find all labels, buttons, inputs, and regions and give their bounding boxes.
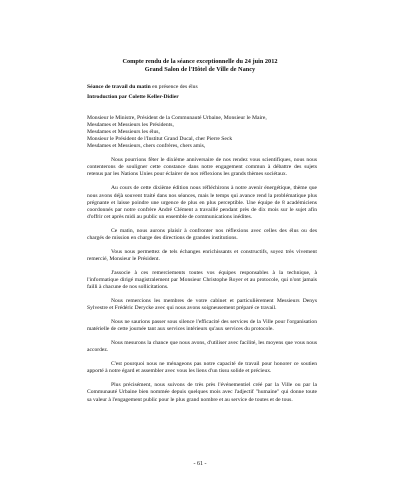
session-heading: [87, 84, 317, 91]
salutations-block: [87, 115, 317, 150]
paragraph: Nous ne saurions passer sous silence l'efficacité des services de la Ville pour l'organisation matérielle de cette journée tant aux services intérieurs qu'aux services du protocole.: [87, 319, 317, 333]
paragraph: Ce matin, nous aurons plaisir à confronter nos réflexions avec celles des élus ou des chargés de mission en charge des directions de grandes institutions.: [87, 227, 317, 241]
salutation-line: Monsieur le Ministre, Président de la Communauté Urbaine, Monsieur le Maire,: [87, 115, 267, 122]
salutation-line: Mesdames et Messieurs les Présidents,: [87, 122, 174, 129]
page-number: - 61 -: [193, 461, 207, 467]
paragraph: Nous mesurons la chance que nous avons, d'utiliser avec facilité, les moyens que vous nous accordez.: [87, 340, 317, 354]
paragraph: Au cours de cette dixième édition nous réfléchirons à notre avenir énergétique, thème que nous avons déjà souvent traité dans nos séances, mais le temps qui avance rend la problématique plus prégnante et laisse poindre une urgence de plus en plus perceptible. Une équipe de 8 académiciens coordonnés par notre confrère André Clément a travaillé pendant près de dix mois sur le sujet afin d'offrir cet après midi au public un ensemble de communications inédites.: [87, 185, 317, 220]
document-title: Compte rendu de la séance exceptionnelle du 24 juin 2012: [122, 58, 278, 65]
introduction-heading: Introduction par Colette Keller-Didier: [87, 94, 179, 101]
session-label-rest: en présence des élus: [150, 84, 198, 90]
salutation-line: Mesdames et Messieurs les élus,: [87, 129, 160, 136]
paragraph: J'associe à ces remerciements toutes vos équipes responsables à la technique, à l'informatique dirigé magistralement par Monsieur Christophe Royer et au protocole, qui n'ont jamais failli à chacune de nos sollicitations.: [87, 269, 317, 290]
salutation-line: Monsieur le Président de l'Institut Grand Ducal, cher Pierre Seck: [87, 136, 233, 143]
paragraph: Vous nous permettez de tels échanges enrichissants et constructifs, soyez très vivement remercié, Monsieur le Président.: [87, 248, 317, 262]
salutation-line: Mesdames et Messieurs, chers confrères, chers amis,: [87, 143, 206, 150]
paragraph: C'est pourquoi nous ne ménageons pas notre capacité de travail pour honorer ce soutien apporté à notre égard et assembler avec vous les liens d'un tissu solide et précieux.: [87, 361, 317, 375]
paragraph: Plus précisément, nous suivons de très près l'événementiel créé par la Ville ou par la Communauté Urbaine bien nommée depuis quelques mois avec l'adjectif "humaine" qui donne toute sa valeur à l'engagement public pour le plus grand nombre et au service de toutes et de tous.: [87, 382, 317, 403]
session-label-bold: Séance de travail du matin: [87, 84, 151, 90]
paragraph: Nous remercions les membres de votre cabinet et particulièrement Messieurs Denys Sylvestre et Frédéric Derycke avec qui nous avons soigneusement préparé ce travail.: [87, 298, 317, 312]
document-body: [87, 84, 317, 411]
paragraph: Nous pourrions fêter le dixième anniversaire de nos rendez vous scientifiques, nous nous contenterons de souligner cette constance dans notre engagement commun à débattre des sujets retenus par les Nations Unies pour éclairer de nos réflexions les grands thèmes sociétaux.: [87, 157, 317, 178]
document-subtitle: Grand Salon de l'Hôtel de Ville de Nancy: [144, 66, 256, 73]
